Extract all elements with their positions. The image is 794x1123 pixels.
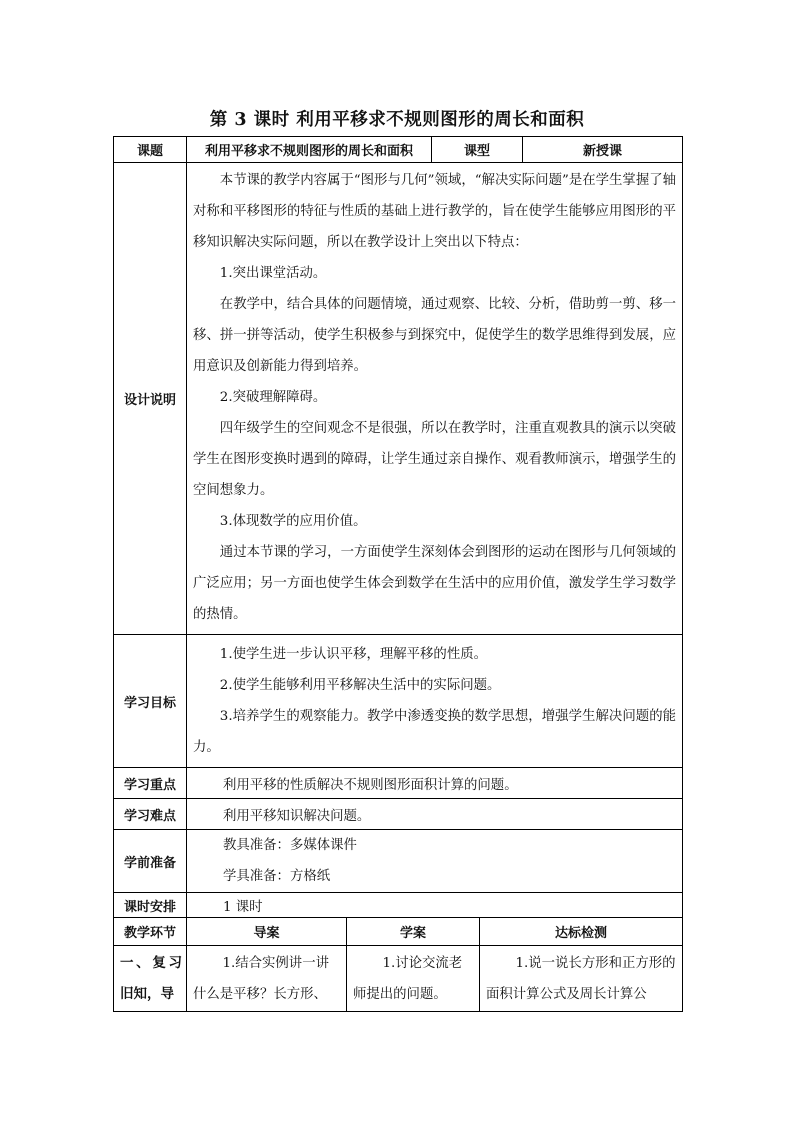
goal-2: 2.使学生能够利用平移解决生活中的实际问题。 (219, 678, 501, 693)
type-label: 课型 (432, 137, 523, 163)
prep-label: 学前准备 (114, 830, 187, 893)
schedule-row (114, 893, 683, 918)
design-paragraph-3: 四年级学生的空间观念不是很强，所以在教学时，注重直观教具的演示以突破学生在图形变换时遇到的障碍，让学生通过亲自操作、观看教师演示，增强学生的空间想象力。 (193, 421, 677, 498)
topic-value: 利用平移求不规则图形的周长和面积 (187, 137, 432, 163)
section-1-stage: 一、复习旧知，导 (120, 955, 182, 1002)
design-row (114, 163, 683, 635)
design-paragraph-1: 本节课的教学内容属于“图形与几何”领域，“解决实际问题”是在学生掌握了轴对称和平移图形的特征与性质的基础上进行教学的，旨在使学生能够应用图形的平移知识解决实际问题，所以在教学设计上突出以下特点： (193, 173, 677, 250)
page-title: 第 3 课时 利用平移求不规则图形的周长和面积 (209, 110, 585, 130)
goals-row (114, 635, 683, 768)
difficulty-text: 利用平移知识解决问题。 (187, 799, 683, 830)
difficulty-label: 学习难点 (114, 799, 187, 830)
design-paragraph-2: 在教学中，结合具体的问题情境，通过观察、比较、分析，借助剪一剪、移一移、拼一拼等活动，使学生积极参与到探究中，促使学生的数学思维得到发展，应用意识及创新能力得到培养。 (193, 297, 677, 374)
goals-label: 学习目标 (114, 635, 187, 768)
design-paragraph-4: 通过本节课的学习，一方面使学生深刻体会到图形的运动在图形与几何领域的广泛应用；另一方面也使学生体会到数学在生活中的应用价值，激发学生学习数学的热情。 (193, 545, 677, 622)
key-point-text: 利用平移的性质解决不规则图形面积计算的问题。 (187, 768, 683, 799)
key-point-row (114, 768, 683, 799)
section-1-guide: 1.结合实例讲一讲什么是平移？长方形、 (193, 956, 329, 1002)
section-1-row (114, 946, 683, 1012)
goal-3: 3.培养学生的观察能力。教学中渗透变换的数学思想，增强学生解决问题的能力。 (193, 709, 677, 755)
section-1-study: 1.讨论交流老师提出的问题。 (353, 956, 463, 1002)
guide-header: 导案 (187, 918, 347, 946)
type-value: 新授课 (523, 137, 683, 163)
section-1-check: 1.说一说长方形和正方形的面积计算公式及周长计算公 (486, 956, 676, 1002)
topic-label: 课题 (114, 137, 187, 163)
lesson-plan-table (113, 136, 683, 1012)
prep-student: 学具准备：方格纸 (223, 869, 331, 884)
design-heading-1: 1.突出课堂活动。 (219, 266, 327, 281)
prep-row (114, 830, 683, 893)
study-header: 学案 (347, 918, 480, 946)
schedule-label: 课时安排 (114, 893, 187, 918)
difficulty-row (114, 799, 683, 830)
design-heading-3: 3.体现数学的应用价值。 (219, 514, 367, 529)
check-header: 达标检测 (480, 918, 683, 946)
section-header-row (114, 918, 683, 946)
design-heading-2: 2.突破理解障碍。 (219, 390, 327, 405)
schedule-text: 1 课时 (187, 893, 683, 918)
goal-1: 1.使学生进一步认识平移，理解平移的性质。 (219, 647, 487, 662)
topic-row (114, 137, 683, 163)
design-label: 设计说明 (114, 163, 187, 635)
prep-teacher: 教具准备：多媒体课件 (223, 838, 357, 853)
key-point-label: 学习重点 (114, 768, 187, 799)
stage-header: 教学环节 (114, 918, 187, 946)
